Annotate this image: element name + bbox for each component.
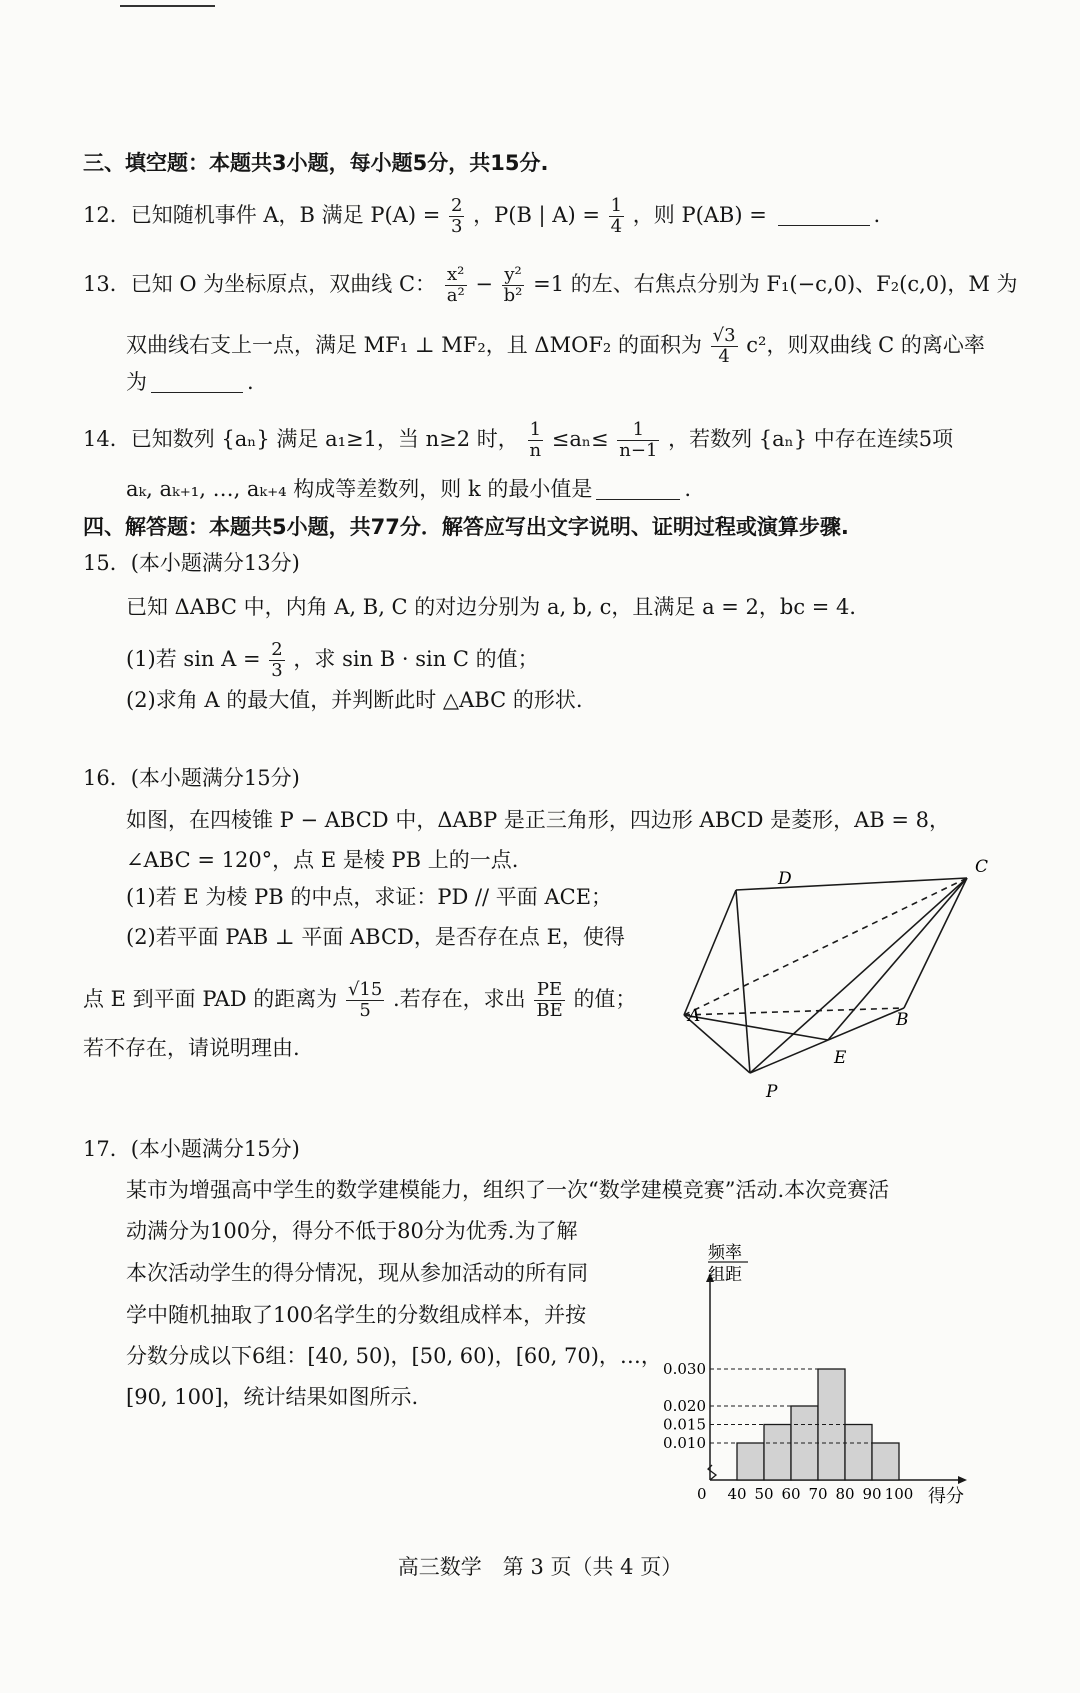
q14-end: . [684, 477, 692, 501]
q13-text-d: c²，则双曲线 C 的离心率 [746, 333, 985, 357]
q14-mid: ≤aₙ≤ [551, 427, 609, 451]
q15-p1-text-b: ，求 sin B · sin C 的值； [293, 647, 539, 671]
label-C: C [975, 857, 989, 877]
frac-num: √3 [712, 325, 736, 346]
label-E: E [834, 1048, 847, 1068]
q16-title: 16．(本小题满分15分) [83, 766, 300, 790]
q17-line2: 动满分为100分，得分不低于80分为优秀.为了解 [126, 1219, 578, 1243]
y-tick-label: 0.030 [663, 1360, 706, 1378]
frac-num: 1 [617, 420, 659, 441]
q12-text-b: ，P(B | A) = [473, 203, 600, 227]
label-D: D [778, 869, 792, 889]
frac-num: 1 [528, 420, 544, 441]
q16-p3-text-b: .若存在，求出 [393, 987, 526, 1011]
x-tick-label: 40 [727, 1485, 747, 1503]
histogram-bar [764, 1425, 791, 1481]
page-footer: 高三数学 第 3 页（共 4 页） [397, 1555, 683, 1579]
q15-part2: (2)求角 A 的最大值，并判断此时 △ABC 的形状. [126, 688, 583, 712]
section-3-header: 三、填空题：本题共3小题，每小题5分，共15分. [83, 151, 549, 175]
y-label-bottom: 组距 [708, 1265, 742, 1285]
y-tick-label: 0.020 [663, 1397, 706, 1415]
frac-den: 3 [271, 660, 283, 681]
q17-title: 17．(本小题满分15分) [83, 1137, 300, 1161]
q16-part2: (2)若平面 PAB ⊥ 平面 ABCD，是否存在点 E，使得 [126, 925, 625, 949]
q14-text-c: aₖ, aₖ₊₁, …, aₖ₊₄ 构成等差数列，则 k 的最小值是 [126, 477, 593, 501]
x-label: 得分 [928, 1486, 964, 1507]
axis-break-mark [708, 1465, 716, 1480]
q16-part4: 若不存在，请说明理由. [83, 1036, 300, 1060]
q14-text-b: ，若数列 {aₙ} 中存在连续5项 [668, 427, 954, 451]
q12-end: . [873, 203, 881, 227]
label-B: B [896, 1010, 909, 1030]
x-tick-label: 100 [884, 1485, 914, 1503]
frac-den: 4 [718, 346, 730, 367]
q12-text-a: 12．已知随机事件 A，B 满足 P(A) = [83, 203, 441, 227]
q15-stem: 已知 ΔABC 中，内角 A, B, C 的对边分别为 a, b, c，且满足 a = 2，bc = 4． [126, 595, 871, 619]
q13-text-a: 13．已知 O 为坐标原点，双曲线 C： [83, 272, 437, 296]
frac-num: 1 [610, 195, 623, 216]
frac-num: √15 [347, 979, 383, 1000]
q17-line5: 分数分成以下6组：[40, 50)，[50, 60)，[60, 70)，…， [126, 1344, 662, 1368]
q16-p3-text-c: 的值； [573, 987, 637, 1011]
q14-text-a: 14．已知数列 {aₙ} 满足 a₁≥1，当 n≥2 时， [83, 427, 519, 451]
frac-den: a² [446, 285, 465, 306]
q16-part1: (1)若 E 为棱 PB 的中点，求证：PD // 平面 ACE； [126, 885, 613, 909]
label-P: P [766, 1082, 778, 1102]
frac-den: b² [503, 285, 523, 306]
x-tick-label: 80 [835, 1485, 855, 1503]
q17-line3: 本次活动学生的得分情况，现从参加活动的所有同 [126, 1261, 588, 1285]
q13-end: . [247, 370, 254, 394]
q17-line6: [90, 100]，统计结果如图所示. [126, 1385, 419, 1409]
frac-num: x² [445, 265, 467, 286]
q12-text-c: ，则 P(AB) = [632, 203, 767, 227]
frac-num: PE [534, 980, 564, 1001]
y-tick-label: 0.010 [663, 1434, 706, 1452]
frac-num: y² [502, 265, 525, 286]
q15-title: 15．(本小题满分13分) [83, 551, 300, 575]
y-tick-label: 0.015 [663, 1415, 706, 1434]
frac-num: 2 [450, 195, 463, 216]
q13-minus: − [475, 272, 493, 296]
origin-label: 0 [697, 1485, 707, 1503]
frac-den: 4 [610, 216, 623, 237]
x-tick-label: 70 [808, 1485, 828, 1503]
histogram-bar [872, 1443, 899, 1480]
frac-den: BE [536, 1000, 563, 1021]
x-tick-label: 90 [862, 1485, 882, 1503]
q17-line1: 某市为增强高中学生的数学建模能力，组织了一次“数学建模竞赛”活动.本次竞赛活 [126, 1178, 890, 1202]
label-A: A [688, 1006, 701, 1026]
q16-stem1: 如图，在四棱锥 P − ABCD 中，ΔABP 是正三角形，四边形 ABCD 是菱形，AB = 8， [126, 808, 951, 832]
frac-num: 2 [271, 639, 283, 660]
q15-p1-text-a: (1)若 sin A = [126, 647, 261, 671]
y-label-top: 频率 [708, 1243, 742, 1263]
x-axis-arrow [958, 1476, 967, 1484]
q13-text-e: 为 [126, 370, 147, 394]
frac-den: n−1 [619, 440, 658, 461]
x-tick-label: 50 [754, 1485, 774, 1503]
frac-den: 3 [450, 216, 463, 237]
frac-den: 5 [359, 1000, 371, 1021]
q17-line4: 学中随机抽取了100名学生的分数组成样本，并按 [126, 1303, 587, 1327]
q13-text-c: 双曲线右支上一点，满足 MF₁ ⊥ MF₂，且 ΔMOF₂ 的面积为 [126, 333, 702, 357]
q16-stem2: ∠ABC = 120°，点 E 是棱 PB 上的一点. [126, 848, 519, 872]
histogram-bar [737, 1443, 764, 1480]
histogram-bar [845, 1425, 872, 1481]
q16-p3-text-a: 点 E 到平面 PAD 的距离为 [83, 987, 338, 1011]
x-tick-label: 60 [781, 1485, 801, 1503]
q13-text-b: =1 的左、右焦点分别为 F₁(−c,0)、F₂(c,0)，M 为 [533, 272, 1018, 296]
frac-den: n [529, 440, 542, 461]
section-4-header: 四、解答题：本题共5小题，共77分．解答应写出文字说明、证明过程或演算步骤. [83, 515, 849, 539]
